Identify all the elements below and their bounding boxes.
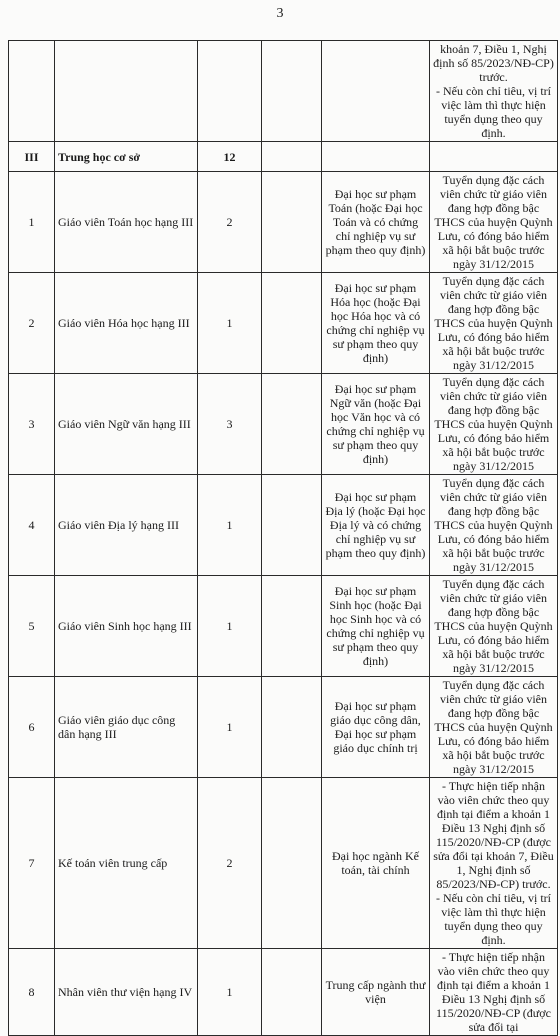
requirement-cell: Đại học sư phạm Hóa học (hoặc Đại học Hóa học và có chứng chỉ nghiệp vụ sư phạm theo quy định) <box>322 273 430 374</box>
note-line: - Nếu còn chỉ tiêu, vị trí việc làm thì thực hiện tuyển dụng theo quy định. <box>436 84 551 140</box>
row-number-cell: 5 <box>9 576 55 677</box>
note-line: khoản 7, Điều 1, Nghị định số 85/2023/NĐ-CP) trước. <box>433 42 554 84</box>
section-row <box>9 142 558 172</box>
note-line: Tuyển dụng đặc cách viên chức từ giáo viên đang hợp đồng bậc THCS của huyện Quỳnh Lưu, có đóng bảo hiểm xã hội bắt buộc trước ngày 31/12/2015 <box>434 678 553 776</box>
position-title-cell: Kế toán viên trung cấp <box>55 778 198 949</box>
row-number-cell <box>9 41 55 142</box>
table-row <box>9 475 558 576</box>
quota-cell: 3 <box>198 374 262 475</box>
quota-cell: 1 <box>198 677 262 778</box>
note-line: Tuyển dụng đặc cách viên chức từ giáo viên đang hợp đồng bậc THCS của huyện Quỳnh Lưu, có đóng bảo hiểm xã hội bắt buộc trước ngày 31/12/2015 <box>434 274 553 372</box>
table-body <box>9 41 558 1036</box>
table-row <box>9 778 558 949</box>
table-row <box>9 949 558 1036</box>
quota-cell: 1 <box>198 273 262 374</box>
blank-cell <box>262 778 322 949</box>
note-line: Tuyển dụng đặc cách viên chức từ giáo viên đang hợp đồng bậc THCS của huyện Quỳnh Lưu, có đóng bảo hiểm xã hội bắt buộc trước ngày 31/12/2015 <box>434 577 553 675</box>
recruitment-table <box>8 40 558 1036</box>
table-row <box>9 576 558 677</box>
page-number: 3 <box>276 6 284 21</box>
blank-cell <box>262 374 322 475</box>
quota-cell: 2 <box>198 172 262 273</box>
requirement-cell: Đại học sư phạm Địa lý (hoặc Đại học Địa lý và có chứng chỉ nghiệp vụ sư phạm theo quy định) <box>322 475 430 576</box>
row-number-cell: III <box>9 142 55 172</box>
note-line: - Thực hiện tiếp nhận vào viên chức theo quy định tại điểm a khoản 1 Điều 13 Nghị định số 115/2020/NĐ-CP (được sửa đổi tại <box>436 950 551 1034</box>
notes-cell <box>430 778 558 949</box>
quota-cell: 2 <box>198 778 262 949</box>
notes-cell <box>430 475 558 576</box>
quota-cell: 12 <box>198 142 262 172</box>
note-line: Tuyển dụng đặc cách viên chức từ giáo viên đang hợp đồng bậc THCS của huyện Quỳnh Lưu, có đóng bảo hiểm xã hội bắt buộc trước ngày 31/12/2015 <box>434 375 553 473</box>
row-number-cell: 4 <box>9 475 55 576</box>
requirement-cell: Đại học sư phạm Sinh học (hoặc Đại học Sinh học và có chứng chỉ nghiệp vụ sư phạm theo quy định) <box>322 576 430 677</box>
blank-cell <box>262 576 322 677</box>
quota-cell: 1 <box>198 949 262 1036</box>
quota-cell <box>198 41 262 142</box>
notes-cell <box>430 576 558 677</box>
position-title-cell: Giáo viên Sinh học hạng III <box>55 576 198 677</box>
notes-cell <box>430 142 558 172</box>
blank-cell <box>262 475 322 576</box>
position-title-cell: Nhân viên thư viện hạng IV <box>55 949 198 1036</box>
notes-cell <box>430 374 558 475</box>
table-row <box>9 677 558 778</box>
position-title-cell: Trung học cơ sở <box>55 142 198 172</box>
notes-cell <box>430 949 558 1036</box>
note-line: Tuyển dụng đặc cách viên chức từ giáo viên đang hợp đồng bậc THCS của huyện Quỳnh Lưu, có đóng bảo hiểm xã hội bắt buộc trước ngày 31/12/2015 <box>434 173 553 271</box>
blank-cell <box>262 41 322 142</box>
quota-cell: 1 <box>198 475 262 576</box>
row-number-cell: 3 <box>9 374 55 475</box>
note-line: - Nếu còn chỉ tiêu, vị trí việc làm thì thực hiện tuyển dụng theo quy định. <box>436 891 551 947</box>
position-title-cell: Giáo viên giáo dục công dân hạng III <box>55 677 198 778</box>
position-title-cell: Giáo viên Hóa học hạng III <box>55 273 198 374</box>
position-title-cell: Giáo viên Ngữ văn hạng III <box>55 374 198 475</box>
requirement-cell: Đại học sư phạm giáo dục công dân, Đại học sư phạm giáo dục chính trị <box>322 677 430 778</box>
blank-cell <box>262 142 322 172</box>
row-number-cell: 7 <box>9 778 55 949</box>
note-line: Tuyển dụng đặc cách viên chức từ giáo viên đang hợp đồng bậc THCS của huyện Quỳnh Lưu, có đóng bảo hiểm xã hội bắt buộc trước ngày 31/12/2015 <box>434 476 553 574</box>
blank-cell <box>262 949 322 1036</box>
table-row <box>9 172 558 273</box>
table-row <box>9 374 558 475</box>
notes-cell <box>430 41 558 142</box>
quota-cell: 1 <box>198 576 262 677</box>
table-row <box>9 273 558 374</box>
position-title-cell: Giáo viên Toán học hạng III <box>55 172 198 273</box>
requirement-cell: Đại học ngành Kế toán, tài chính <box>322 778 430 949</box>
table-row <box>9 41 558 142</box>
requirement-cell <box>322 142 430 172</box>
notes-cell <box>430 677 558 778</box>
requirement-cell: Đại học sư phạm Ngữ văn (hoặc Đại học Văn học và có chứng chỉ nghiệp vụ sư phạm theo quy định) <box>322 374 430 475</box>
position-title-cell: Giáo viên Địa lý hạng III <box>55 475 198 576</box>
notes-cell <box>430 172 558 273</box>
blank-cell <box>262 677 322 778</box>
blank-cell <box>262 273 322 374</box>
notes-cell <box>430 273 558 374</box>
row-number-cell: 6 <box>9 677 55 778</box>
requirement-cell <box>322 41 430 142</box>
note-line: - Thực hiện tiếp nhận vào viên chức theo quy định tại điểm a khoản 1 Điều 13 Nghị định số 115/2020/NĐ-CP (được sửa đổi tại khoản 7, Điều 1, Nghị định số 85/2023/NĐ-CP) trước. <box>433 779 554 891</box>
requirement-cell: Đại học sư phạm Toán (hoặc Đại học Toán và có chứng chỉ nghiệp vụ sư phạm theo quy định) <box>322 172 430 273</box>
row-number-cell: 2 <box>9 273 55 374</box>
row-number-cell: 1 <box>9 172 55 273</box>
position-title-cell <box>55 41 198 142</box>
requirement-cell: Trung cấp ngành thư viện <box>322 949 430 1036</box>
blank-cell <box>262 172 322 273</box>
row-number-cell: 8 <box>9 949 55 1036</box>
